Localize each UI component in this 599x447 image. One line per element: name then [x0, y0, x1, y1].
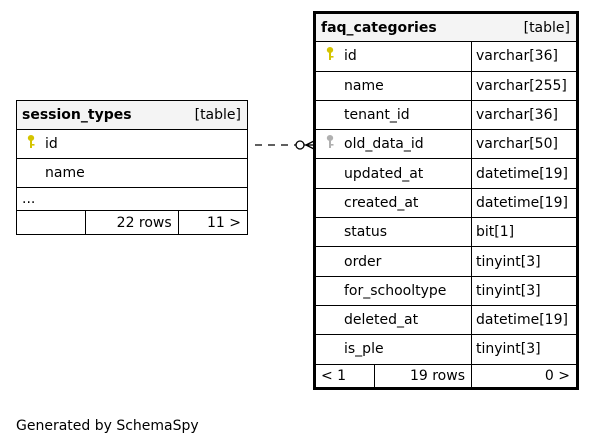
- column-type: varchar[50]: [472, 130, 578, 159]
- primary-key-icon: [324, 46, 344, 66]
- column-name: order: [344, 253, 382, 270]
- column-type: varchar[255]: [472, 71, 578, 100]
- parents-link[interactable]: [17, 211, 86, 235]
- column-row[interactable]: [315, 71, 578, 100]
- primary-key-icon: [25, 134, 45, 154]
- column-row[interactable]: [315, 276, 578, 305]
- parents-link[interactable]: < 1: [315, 364, 375, 388]
- row-count: 22 rows: [86, 211, 178, 235]
- table-kind: [table]: [194, 107, 241, 123]
- foreign-key-icon: [324, 134, 344, 154]
- column-type: varchar[36]: [472, 100, 578, 129]
- column-name: updated_at: [344, 165, 424, 182]
- table-session-types[interactable]: [16, 100, 248, 235]
- column-type: tinyint[3]: [472, 276, 578, 305]
- column-row[interactable]: [17, 159, 248, 188]
- row-count: 19 rows: [375, 364, 472, 388]
- children-link[interactable]: 11 >: [178, 211, 247, 235]
- column-row[interactable]: [315, 130, 578, 159]
- column-name: tenant_id: [344, 107, 410, 124]
- column-row[interactable]: [315, 247, 578, 276]
- column-type: tinyint[3]: [472, 335, 578, 364]
- table-kind: [table]: [523, 19, 570, 36]
- column-type: varchar[36]: [472, 42, 578, 71]
- column-name: deleted_at: [344, 312, 419, 329]
- table-name: session_types: [22, 107, 132, 123]
- column-name: id: [344, 48, 357, 65]
- column-name: is_ple: [344, 341, 384, 358]
- column-type: bit[1]: [472, 218, 578, 247]
- column-name: name: [344, 77, 384, 94]
- column-row[interactable]: [17, 130, 248, 159]
- generated-by-label: Generated by SchemaSpy: [16, 418, 199, 434]
- table-footer: [315, 364, 578, 388]
- ellipsis: ...: [17, 188, 248, 211]
- table-header: [17, 101, 248, 130]
- column-row[interactable]: [315, 335, 578, 364]
- column-name: status: [344, 224, 388, 241]
- table-header: [315, 13, 578, 42]
- column-row[interactable]: [315, 188, 578, 217]
- column-row[interactable]: [315, 218, 578, 247]
- column-type: datetime[19]: [472, 159, 578, 188]
- column-name: for_schooltype: [344, 282, 447, 299]
- table-name: faq_categories: [321, 19, 437, 36]
- column-name: created_at: [344, 194, 419, 211]
- column-type: datetime[19]: [472, 188, 578, 217]
- table-footer: [17, 211, 248, 235]
- column-row[interactable]: [315, 42, 578, 71]
- more-columns-row: [17, 188, 248, 211]
- column-row[interactable]: [315, 159, 578, 188]
- column-name: name: [45, 165, 85, 181]
- column-type: tinyint[3]: [472, 247, 578, 276]
- column-name: old_data_id: [344, 136, 424, 153]
- column-name: id: [45, 136, 58, 152]
- table-faq-categories[interactable]: [313, 11, 579, 390]
- column-type: datetime[19]: [472, 305, 578, 334]
- zero-or-many-marker: [296, 141, 304, 149]
- column-row[interactable]: [315, 305, 578, 334]
- children-link[interactable]: 0 >: [472, 364, 578, 388]
- column-row[interactable]: [315, 100, 578, 129]
